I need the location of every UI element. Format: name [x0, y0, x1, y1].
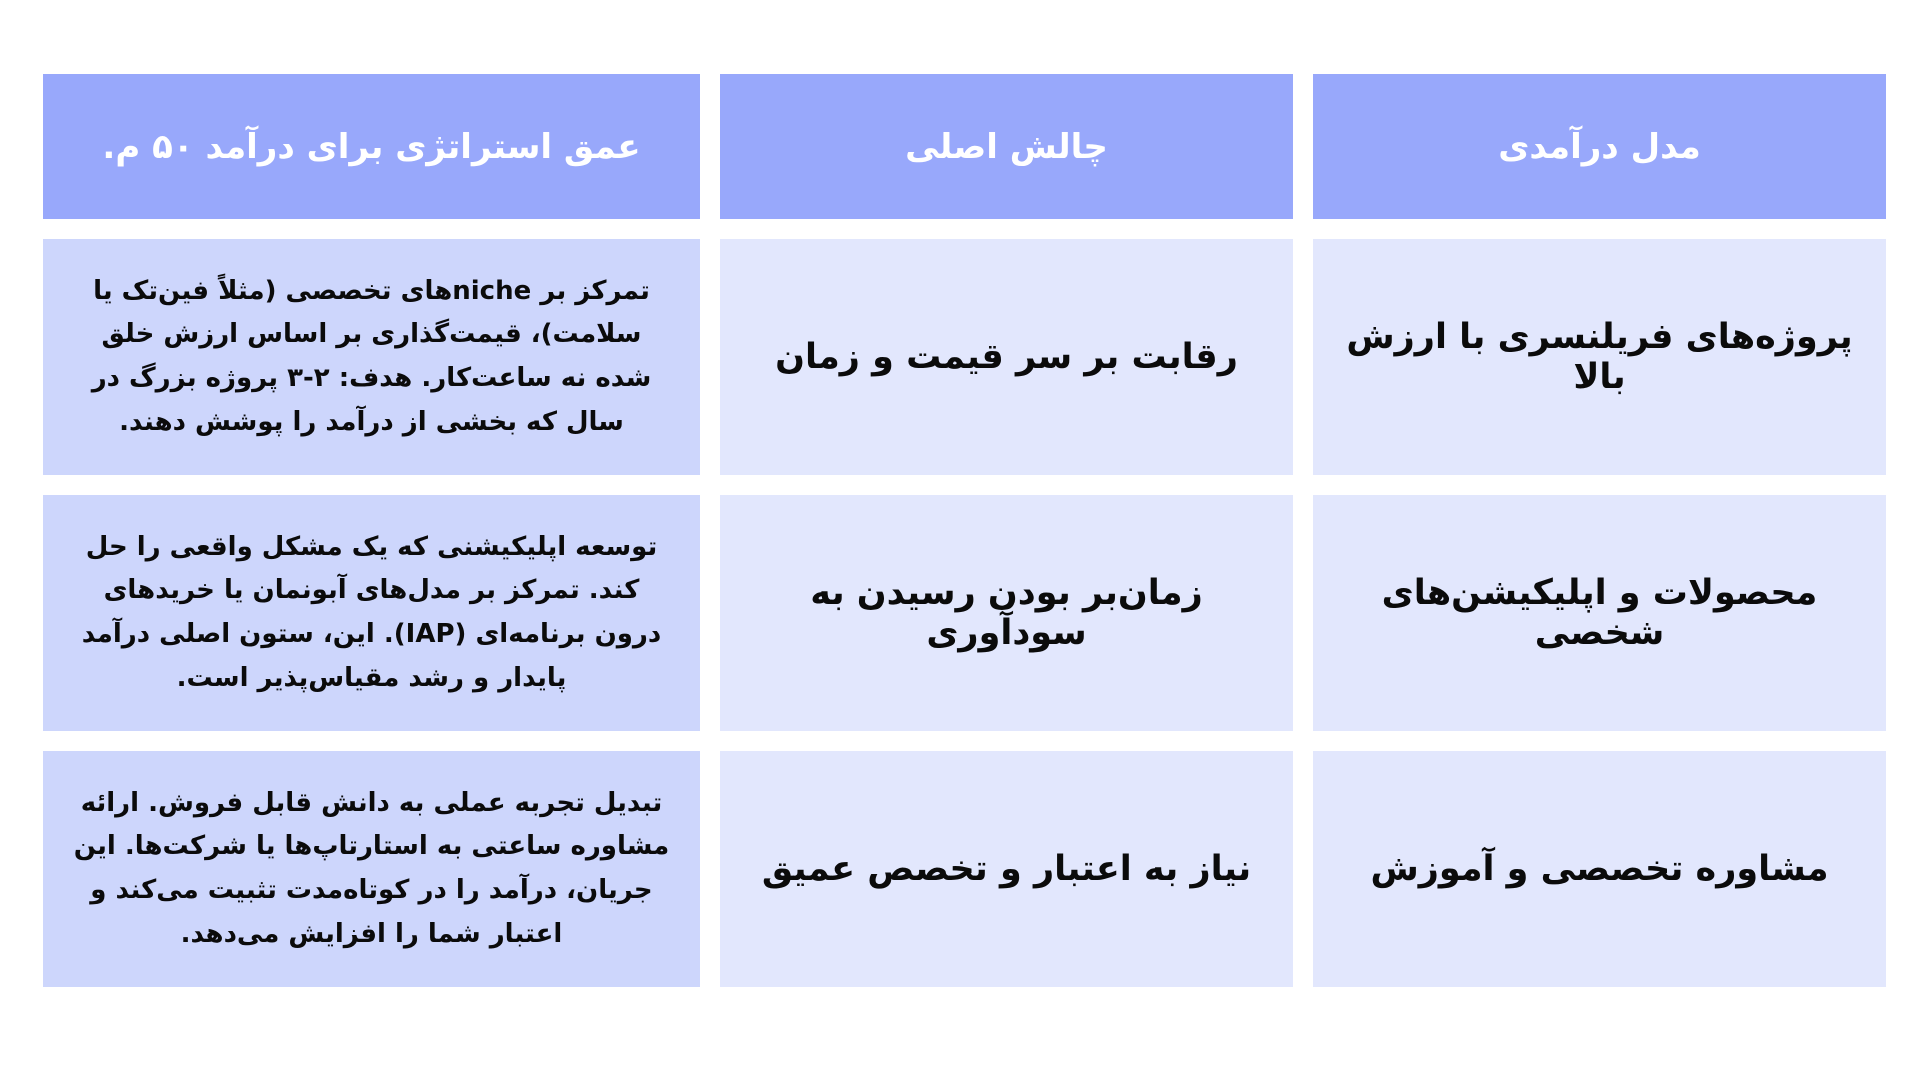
row-3-challenge-text: نیاز به اعتبار و تخصص عمیق: [761, 849, 1252, 889]
row-1-strategy-text: تمرکز بر nicheهای تخصصی (مثلاً فین‌تک یا سلامت)، قیمت‌گذاری بر اساس ارزش خلق شده نه ساعت‌کار. هدف: ۲-۳ پروژه بزرگ در سال که بخشی از درآمد را پوشش دهند.: [91, 275, 652, 437]
row-2-strategy-text: توسعه اپلیکیشنی که یک مشکل واقعی را حل کند. تمرکز بر مدل‌های آبونمان یا خریدهای درون برنامه‌ای (IAP). این، ستون اصلی درآمد پایدار و رشد مقیاس‌پذیر است.: [81, 531, 662, 693]
row-1-strategy-cell: [43, 239, 700, 475]
row-1-challenge-text: رقابت بر سر قیمت و زمان: [775, 337, 1238, 377]
header-income-model-label: مدل درآمدی: [1498, 126, 1701, 167]
header-strategy-label: عمق استراتژی برای درآمد ۵۰ م.: [102, 126, 641, 167]
row-1-model-text: پروژه‌های فریلنسری با ارزش بالا: [1346, 317, 1853, 397]
row-2-challenge-cell: [720, 495, 1293, 731]
row-3-strategy-cell: [43, 751, 700, 987]
header-strategy: [43, 74, 700, 219]
header-income-model: [1313, 74, 1886, 219]
row-2-challenge-text: زمان‌بر بودن رسیدن به سودآوری: [810, 573, 1203, 653]
row-2-model-text: محصولات و اپلیکیشن‌های شخصی: [1381, 573, 1818, 653]
row-3-strategy-text: تبدیل تجربه عملی به دانش قابل فروش. ارائه مشاوره ساعتی به استارتاپ‌ها یا شرکت‌ها. این جریان، درآمد را در کوتاه‌مدت تثبیت می‌کند و اعتبار شما را افزایش می‌دهد.: [73, 787, 670, 949]
row-3-model-text: مشاوره تخصصی و آموزش: [1370, 849, 1829, 889]
row-2-strategy-cell: [43, 495, 700, 731]
income-models-table: [44, 74, 1886, 987]
row-3-challenge-cell: [720, 751, 1293, 987]
row-3-model-cell: [1313, 751, 1886, 987]
row-1-model-cell: [1313, 239, 1886, 475]
row-1-challenge-cell: [720, 239, 1293, 475]
header-main-challenge: [720, 74, 1293, 219]
header-main-challenge-label: چالش اصلی: [905, 126, 1108, 167]
row-2-model-cell: [1313, 495, 1886, 731]
